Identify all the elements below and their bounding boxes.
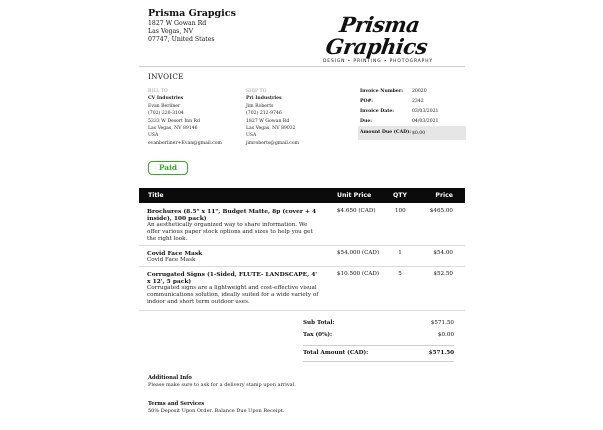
item-unit-price: $54.000 (CAD) xyxy=(337,250,380,256)
item-price: $465.00 xyxy=(429,208,453,214)
meta-due xyxy=(358,116,466,126)
tax-value: $0.00 xyxy=(437,332,454,338)
subtotal-value: $571.50 xyxy=(430,320,454,326)
meta-amount-due xyxy=(358,126,466,140)
ship-to-line: (702) 212-9746 xyxy=(246,111,282,117)
bill-to-line: (702) 220-3104 xyxy=(148,111,184,117)
item-qty: 5 xyxy=(398,271,402,277)
logo-tagline: DESIGN • PRINTING • PHOTOGRAPHY xyxy=(323,59,433,64)
table-header xyxy=(139,188,465,203)
meta-value: 20020 xyxy=(412,88,427,94)
ship-to-line: USA xyxy=(246,133,257,139)
meta-po xyxy=(358,96,466,106)
logo-script: Prisma Graphics xyxy=(324,12,429,59)
meta-value: 04/03/2021 xyxy=(412,118,439,124)
ship-to-line: 1827 W Gowan Rd xyxy=(246,118,290,124)
invoice-meta xyxy=(358,86,466,140)
company-address-line: 07747, United States xyxy=(148,35,215,43)
company-logo xyxy=(322,14,434,64)
col-title: Title xyxy=(148,192,164,199)
table-row xyxy=(139,246,465,267)
bill-to-label: BILL TO xyxy=(148,89,168,94)
col-unit-price: Unit Price xyxy=(337,192,372,199)
meta-value: 03/03/2021 xyxy=(412,108,439,114)
terms-heading: Terms and Services xyxy=(148,401,205,407)
invoice-heading: INVOICE xyxy=(148,72,184,81)
company-address-line: 1827 W Gowan Rd xyxy=(148,20,207,27)
totals-bottom-divider xyxy=(303,361,454,362)
terms-text: 50% Deposit Upon Order. Balance Due Upon Receipt. xyxy=(148,408,285,414)
meta-value: 2342 xyxy=(412,98,424,104)
additional-info-text: Please make sure to ask for a delivery stamp upon arrival. xyxy=(148,382,296,388)
item-title: Corrugated Signs (1-Sided, FLUTE- LANDSCAPE, 4' x 12', 5 pack) xyxy=(147,271,318,285)
bill-to-line: Evan Berliner xyxy=(148,103,181,109)
col-price: Price xyxy=(435,192,453,199)
meta-label: Invoice Number: xyxy=(360,88,403,94)
item-description: Covid Face Mask xyxy=(147,257,196,263)
additional-info-heading: Additional Info xyxy=(148,375,192,381)
ship-to-email: jimroberts@gmail.com xyxy=(246,140,299,146)
company-address xyxy=(148,20,215,43)
meta-label: Invoice Date: xyxy=(360,108,394,114)
item-unit-price: $10.500 (CAD) xyxy=(337,271,380,277)
total-value: $571.50 xyxy=(428,350,454,356)
bill-to-line: 5333 W Desert Inn Rd xyxy=(148,118,200,124)
item-title: Brochures (8.5" x 11", Budget Matte, 8p (cover + 4 inside), 100 pack) xyxy=(147,208,317,222)
ship-to-block xyxy=(246,88,299,147)
meta-value: $0.00 xyxy=(412,130,426,136)
subtotal-label: Sub Total: xyxy=(303,320,335,326)
meta-label: Amount Due (CAD): xyxy=(360,130,411,136)
col-qty: QTY xyxy=(393,192,407,199)
status-badge: Paid xyxy=(148,161,188,175)
total-label: Total Amount (CAD): xyxy=(303,350,369,356)
item-price: $54.00 xyxy=(433,250,453,256)
header-divider xyxy=(139,66,465,67)
bill-to-line: USA xyxy=(148,133,159,139)
ship-to-line: Jim Roberts xyxy=(246,103,274,109)
meta-invoice-number xyxy=(358,86,466,96)
ship-to-label: SHIP TO xyxy=(246,89,267,94)
table-row xyxy=(139,267,465,311)
totals-divider xyxy=(303,345,454,346)
item-qty: 100 xyxy=(395,208,406,214)
item-title: Covid Face Mask xyxy=(147,250,203,257)
tax-label: Tax (0%): xyxy=(303,332,333,338)
ship-to-name: Pri Industries xyxy=(246,96,282,102)
table-row xyxy=(139,205,465,246)
ship-to-line: Las Vegas, NV 89032 xyxy=(246,126,296,132)
item-description: An aesthetically organized way to share information. We offer various paper stock options and sizes to help you get the right look. xyxy=(147,222,313,242)
meta-label: Due: xyxy=(360,118,372,124)
bill-to-email: evanberliner+Evan@gmail.com xyxy=(148,140,222,146)
bill-to-line: Las Vegas, NV 89146 xyxy=(148,126,198,132)
item-description: Corrugated signs are a lightweight and cost-effective visual communications solution, ideally suited for a wide variety of indoor and short term outdoor uses. xyxy=(147,285,319,305)
company-name: Prisma Grapgics xyxy=(148,8,236,19)
meta-invoice-date xyxy=(358,106,466,116)
meta-label: PO#: xyxy=(360,98,374,104)
bill-to-block xyxy=(148,88,222,147)
item-price: $52.50 xyxy=(433,271,453,277)
company-address-line: Las Vegas, NV xyxy=(148,27,194,35)
item-qty: 1 xyxy=(398,250,402,256)
bill-to-name: CV Industries xyxy=(148,96,184,102)
item-unit-price: $4.650 (CAD) xyxy=(337,208,376,214)
